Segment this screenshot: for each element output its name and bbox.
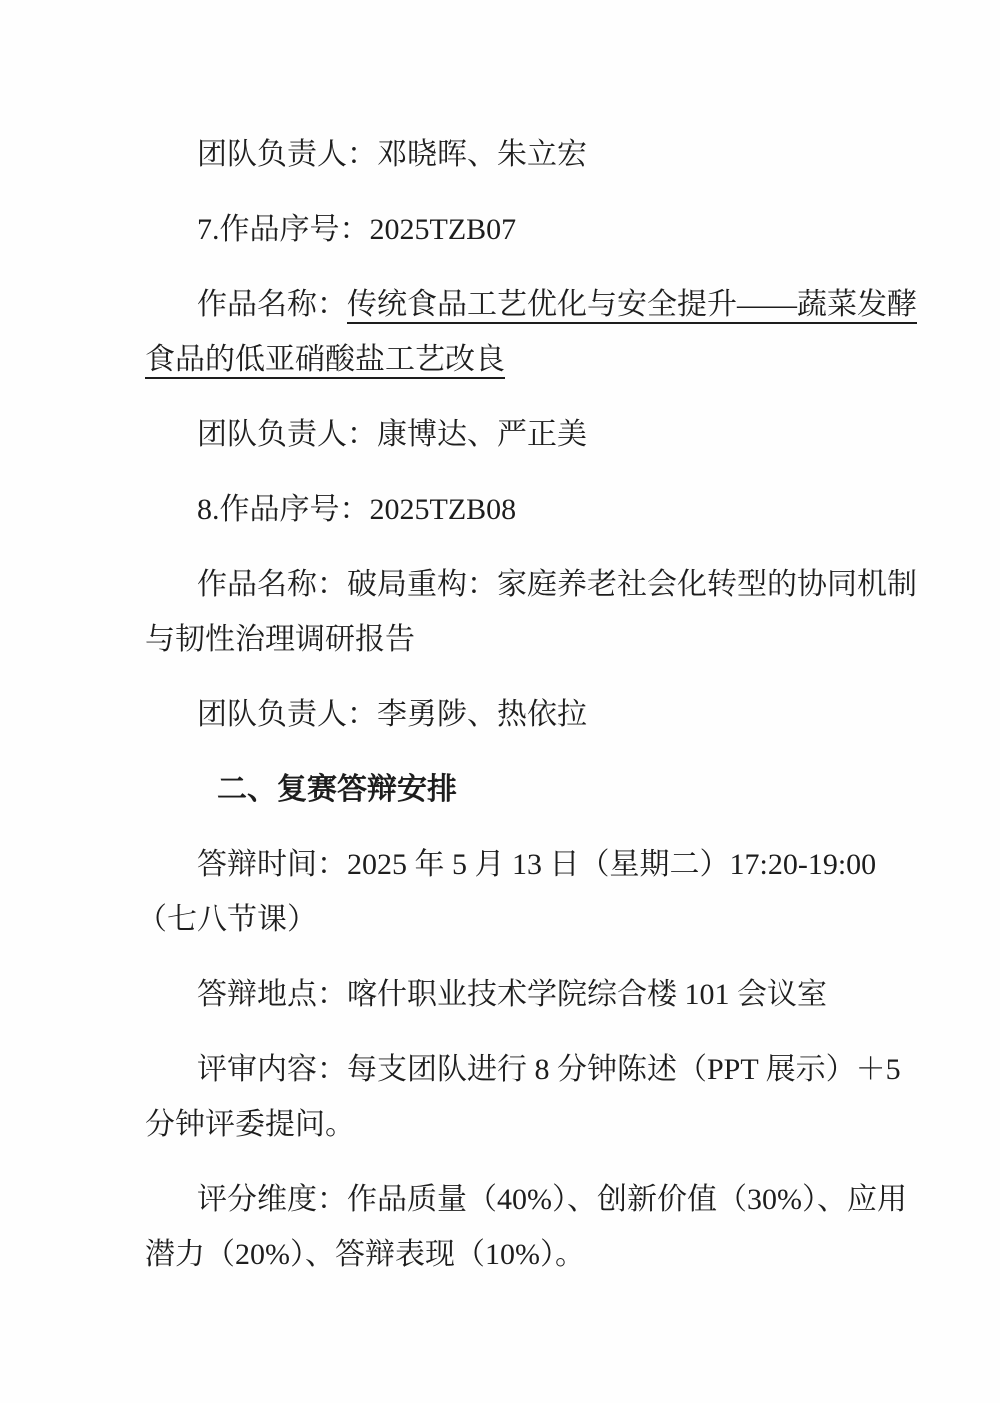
work-title-line-1: [145, 277, 917, 332]
review-content-paragraph: [145, 1042, 901, 1152]
defense-time-line-1: 答辩时间：2025 年 5 月 13 日（星期二）17:20-19:00: [197, 848, 877, 881]
work-title-label: 作品名称：: [197, 288, 347, 321]
scoring-dimensions-line-1: 评分维度：作品质量（40%）、创新价值（30%）、应用: [197, 1183, 907, 1216]
section-heading-text: 二、复赛答辩安排: [217, 773, 457, 806]
work-serial-paragraph-7: [145, 202, 865, 257]
scoring-dimensions-line-2: 潜力（20%）、答辩表现（10%）。: [145, 1238, 585, 1271]
work-title-underlined-part-2: 食品的低亚硝酸盐工艺改良: [145, 343, 505, 376]
team-leader-paragraph-6: [145, 127, 865, 182]
work-title-line-2: [145, 332, 865, 387]
review-content-line-1: 评审内容：每支团队进行 8 分钟陈述（PPT 展示）＋5: [197, 1053, 901, 1086]
team-leader-text: 团队负责人：李勇陟、热依拉: [197, 698, 587, 731]
defense-time-paragraph: [137, 837, 877, 947]
work-serial-paragraph-8: [145, 482, 865, 537]
defense-time-line-2: （七八节课）: [137, 903, 317, 936]
scoring-dimensions-paragraph: [145, 1172, 907, 1282]
team-leader-paragraph-7: [145, 407, 865, 462]
work-title-paragraph-8: [145, 557, 917, 667]
work-title-paragraph-7: [145, 277, 917, 387]
team-leader-text: 团队负责人：邓晓晖、朱立宏: [197, 138, 587, 171]
work-title-underlined-part-1: 传统食品工艺优化与安全提升——蔬菜发酵: [347, 288, 917, 321]
team-leader-text: 团队负责人：康博达、严正美: [197, 418, 587, 451]
work-serial-text: 8.作品序号：2025TZB08: [197, 493, 517, 526]
defense-location-paragraph: [145, 967, 865, 1022]
work-title-line-1: 作品名称：破局重构：家庭养老社会化转型的协同机制: [197, 568, 917, 601]
section-heading: [145, 762, 865, 817]
defense-location-text: 答辩地点：喀什职业技术学院综合楼 101 会议室: [197, 978, 827, 1011]
work-title-line-2: 与韧性治理调研报告: [145, 623, 415, 656]
work-serial-text: 7.作品序号：2025TZB07: [197, 213, 517, 246]
team-leader-paragraph-8: [145, 687, 865, 742]
review-content-line-2: 分钟评委提问。: [145, 1108, 355, 1141]
